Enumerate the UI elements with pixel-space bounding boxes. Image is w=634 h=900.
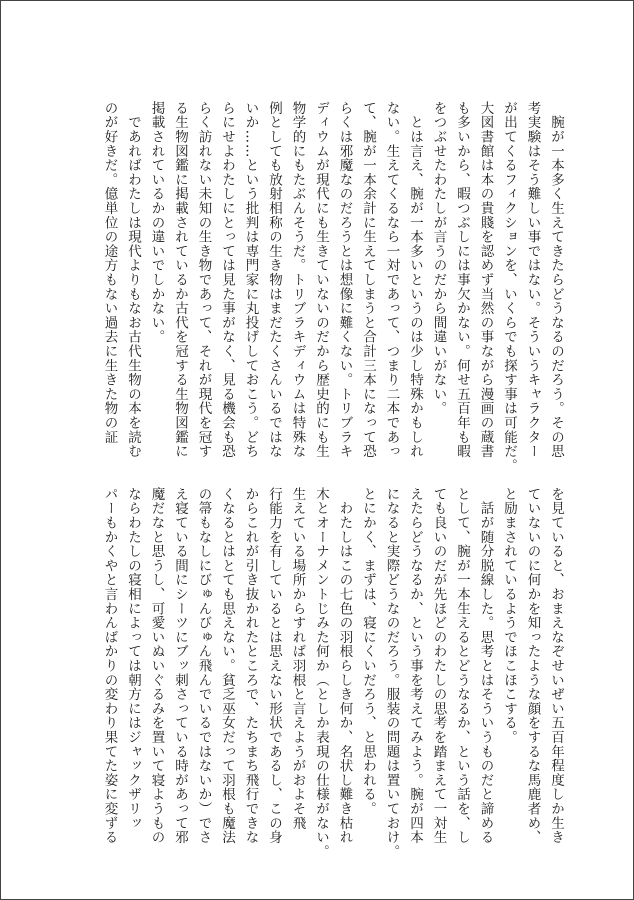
text-column: からこれが引き抜かれたところで、たちまち飛行できな: [242, 487, 259, 845]
text-column: えたらどうなるか、という事を考えてみよう。腕が四本: [407, 487, 423, 845]
lower-text-block: [97, 487, 567, 859]
text-column: らくは邪魔なのだろうとは想像に難くない。トリブラキ: [336, 101, 353, 459]
text-column: て、腕が一本余計に生えてしまうと合計三本になって恐: [360, 101, 376, 459]
text-column: らにせよわたしにとっては見た事がなく、見る機会も恐: [219, 101, 235, 459]
text-column: 大図書館は本の貴賤を認めず当然の事ながら漫画の蔵書: [477, 101, 494, 459]
text-column: 話が随分脱線した。思考とはそういうものだと諦める: [477, 487, 494, 845]
text-column: ても良いのだが先ほどのわたしの思考を踏まえて一対生: [430, 487, 447, 845]
text-column: を見ていると、おまえなぞせいぜい五百年程度しか生き: [548, 487, 564, 845]
text-column: とにかく、まずは、寝にくいだろう、と思われる。: [360, 487, 376, 816]
text-column: わたしはこの七色の羽根らしき何か、名状し難き枯れ: [336, 487, 353, 845]
text-column: る生物図鑑に掲載されているか古代を冠する生物図鑑に: [172, 101, 188, 459]
text-column: え寝ている間にシーツにブッ刺さっている時があって邪: [172, 487, 188, 845]
text-column: 考実験はそう難しい事ではない。そういうキャラクター: [524, 101, 541, 459]
text-column: らく訪れない未知の生き物であって、それが現代を冠す: [195, 101, 212, 459]
text-column: ていないのに何かを知ったような顔をするな馬鹿者め、: [524, 487, 541, 845]
text-column: が出てくるフィクションを、いくらでも探す事は可能だ。: [501, 101, 517, 473]
text-column: の箒もなしにびゅんびゅん飛んでいるではないか）でさ: [195, 487, 212, 845]
text-column: のが好きだ。億単位の途方もない過去に生きた物の証: [101, 101, 118, 445]
text-column: ない。生えてくるなら一対であって、つまり二本であっ: [383, 101, 400, 459]
text-column: になると実際どうなのだろう。服装の問題は置いておけ。: [383, 487, 400, 859]
text-column: も多いから、暇つぶしには事欠かない。何せ五百年も暇: [454, 101, 470, 459]
upper-text-block: [97, 101, 567, 473]
text-column: と励まされているようでほこほこする。: [501, 487, 517, 745]
text-column: ならわたしの寝相によっては朝方にはジャックザリッ: [125, 487, 141, 831]
text-column: いか……という批判は専門家に丸投げしておこう。どち: [242, 101, 259, 459]
text-column: 物学的にもたぶんそうだ。トリブラキディウムは特殊な: [289, 101, 306, 459]
text-column: 例としても放射相称の生き物はまだたくさんいるではな: [266, 101, 282, 459]
text-column: ディウムが現代にも生きていないのだから歴史的にも生: [313, 101, 329, 459]
text-column: とは言え、腕が一本多いというのは少し特殊かもしれ: [407, 101, 423, 459]
text-column: 木とオーナメントじみた何か（としか表現の仕様がない。: [313, 487, 329, 859]
text-column: 掲載されているかの違いでしかない。: [148, 101, 165, 345]
text-column: であればわたしは現代よりもなお古代生物の本を読む: [125, 101, 141, 459]
text-column: 腕が一本多く生えてきたらどうなるのだろう。その思: [548, 101, 564, 459]
text-column: くなるとはとても思えない。貧乏巫女だって羽根も魔法: [219, 487, 235, 845]
text-column: をつぶせたわたしが言うのだから間違いがない。: [430, 101, 447, 416]
text-column: 生えている場所からすれば羽根と言えようがおよそ飛: [289, 487, 306, 831]
text-column: 行能力を有しているとは思えない形状であるし、この身: [266, 487, 282, 845]
text-column: として、腕が一本生えるとどうなるか、という話を、し: [454, 487, 470, 845]
text-column: 魔だなと思うし、可愛いぬいぐるみを置いて寝ようもの: [148, 487, 165, 845]
text-column: パーもかくやと言わんばかりの変わり果てた姿に変ずる: [101, 487, 118, 845]
